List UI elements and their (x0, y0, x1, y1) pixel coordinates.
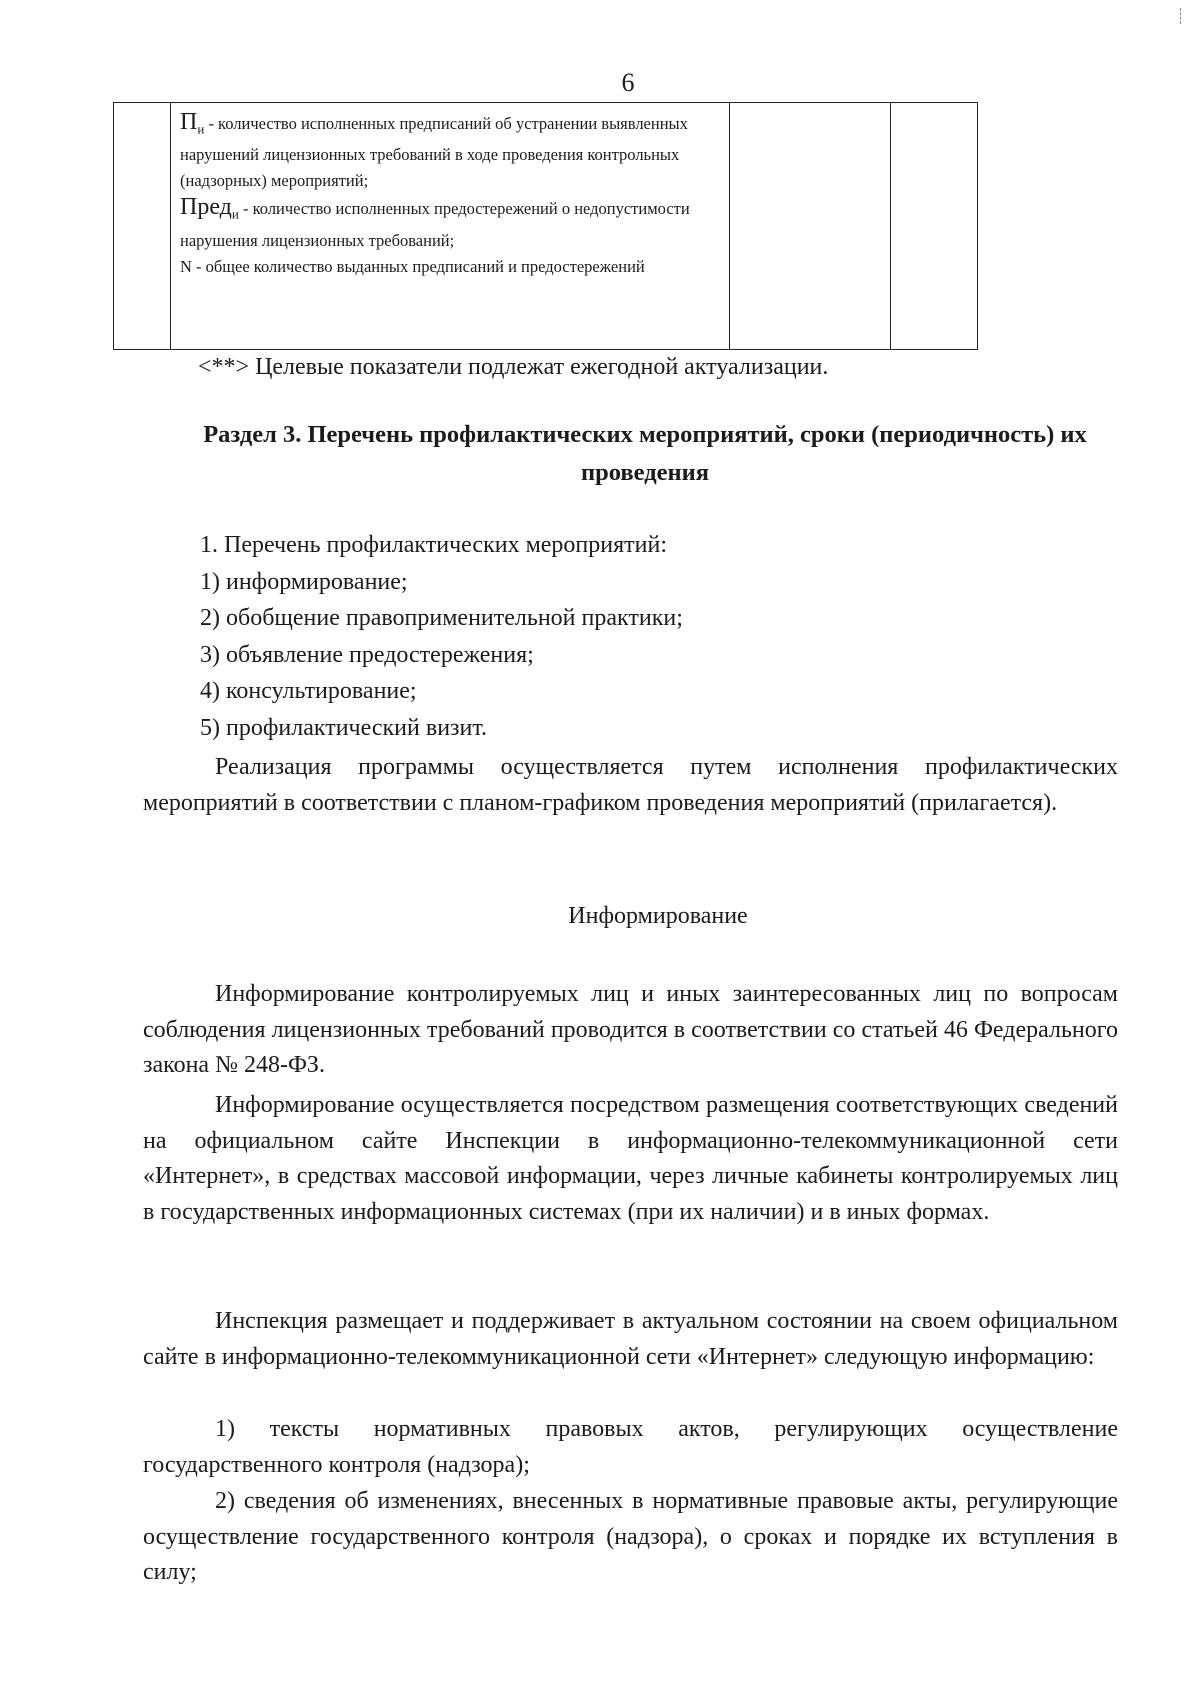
definition-p-text: - количество исполненных предписаний об устранении выявленных нарушений лицензионных требований в ходе проведения контрольных (надзорных) мероприятий; (180, 114, 688, 191)
body-paragraph: 2) сведения об изменениях, внесенных в нормативные правовые акты, регулирующие осуществление государственного контроля (надзора), о сроках и порядке их вступления в силу; (143, 1488, 1118, 1585)
table-cell-empty (730, 103, 891, 350)
list-item: 1) информирование; (200, 568, 408, 595)
body-paragraph: Информирование осуществляется посредством размещения соответствующих сведений на официальном сайте Инспекции в информационно-телекоммуникационной сети «Интернет», в средствах массовой информации, через личные кабинеты контролируемых лиц в государственных информационных системах (при их наличии) и в иных формах. (143, 1092, 1118, 1225)
formula-definitions-cell (171, 103, 730, 350)
table-cell-empty (891, 103, 978, 350)
section-title: Раздел 3. Перечень профилактических мероприятий, сроки (периодичность) их проведения (203, 421, 1087, 486)
list-item: 4) консультирование; (200, 678, 417, 704)
definition-pred (180, 194, 721, 253)
body-paragraph: Информирование контролируемых лиц и иных заинтересованных лиц по вопросам соблюдения лицензионных требований проводится в соответствии со статьей 46 Федерального закона № 248-ФЗ. (143, 981, 1118, 1078)
symbol-pred-sub: и (231, 206, 239, 222)
symbol-pred: Пред (180, 194, 232, 221)
page-number: 6 (621, 68, 635, 97)
body-paragraph: Инспекция размещает и поддерживает в актуальном состоянии на своем официальном сайте в информационно-телекоммуникационной сети «Интернет» следующую информацию: (143, 1308, 1118, 1370)
list-item: 5) профилактический визит. (200, 714, 488, 741)
subheading-informing: Информирование (568, 903, 748, 929)
table-cell-empty (114, 103, 171, 350)
body-paragraph: 1) тексты нормативных правовых актов, регулирующих осуществление государственного контроля (надзора); (143, 1416, 1118, 1478)
list-intro: 1. Перечень профилактических мероприятий: (200, 532, 667, 558)
definition-n: N - общее количество выданных предписаний и предостережений (180, 256, 645, 276)
symbol-p: П (180, 109, 198, 135)
measures-list (200, 527, 683, 746)
footnote: <**> Целевые показатели подлежат ежегодной актуализации. (198, 354, 829, 380)
table-row (114, 103, 978, 350)
list-item: 2) обобщение правоприменительной практики; (200, 605, 683, 631)
indicator-table (113, 102, 978, 350)
definition-pred-text: - количество исполненных предостережений о недопустимости нарушения лицензионных требований; (180, 199, 690, 250)
symbol-p-sub: и (197, 121, 205, 137)
scan-mark (1180, 8, 1183, 24)
realization-paragraph: Реализация программы осуществляется путем исполнения профилактических мероприятий в соответствии с планом-графиком проведения мероприятий (прилагается). (143, 754, 1118, 816)
list-item: 3) объявление предостережения; (200, 641, 534, 668)
definition-p (180, 109, 721, 194)
